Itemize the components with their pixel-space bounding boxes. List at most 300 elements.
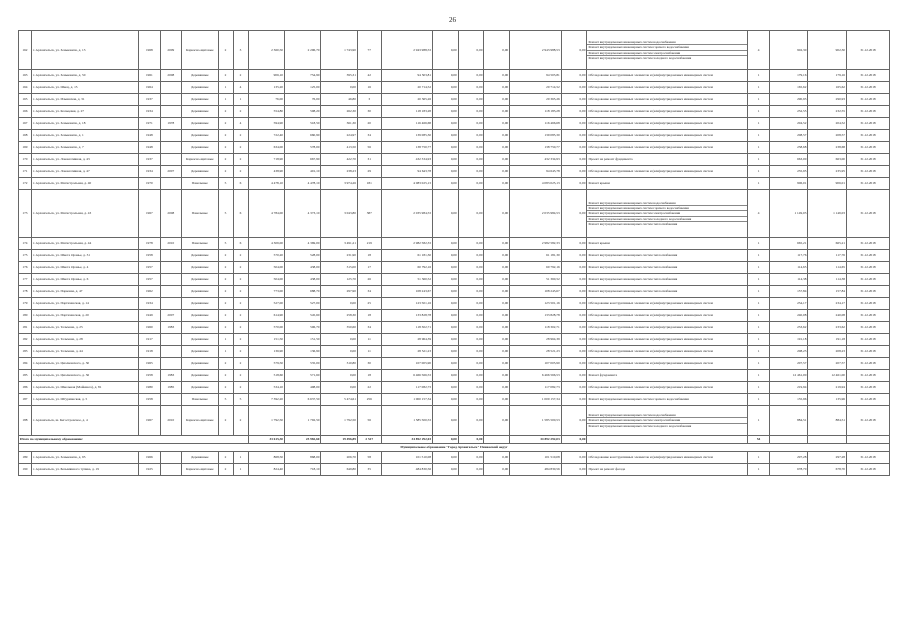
cell-y2: 2007 [160, 310, 181, 322]
cell-en: 2 [233, 322, 248, 334]
cell-count: 1 [748, 310, 769, 322]
cell-z3: 0,00 [484, 322, 510, 334]
cell-z1: 0,00 [433, 118, 459, 130]
table-row [19, 358, 890, 370]
cell-unit-cost: 12 461,00 [769, 370, 808, 382]
work-item: Ремонт внутридомовых инженерных систем водоснабжения [588, 40, 676, 45]
cell-y1: 1980 [139, 382, 160, 394]
cell-limit-cost: 233,62 [808, 322, 847, 334]
cell-works [587, 166, 748, 178]
cell-count: 1 [748, 154, 769, 166]
cell-z3: 0,00 [484, 238, 510, 250]
cell-z4: 0,00 [561, 382, 587, 394]
cell-z2: 0,00 [458, 70, 484, 82]
work-item: Обследование конструктивных элементов и (или)внутридомовых инженерных систем [588, 385, 713, 390]
cell-tot: 1 585 500,53 [510, 406, 561, 436]
cell-fl: 5 [218, 238, 233, 250]
cell-count: 1 [748, 94, 769, 106]
cell-fl: 2 [218, 262, 233, 274]
total-s0: 0,00 [433, 436, 459, 444]
cell-cost: 28 964,39 [381, 334, 432, 346]
cell-date: 31.12.2018 [847, 94, 890, 106]
cell-cost: 94 503,81 [381, 70, 432, 82]
cell-unit-cost: 207,57 [769, 358, 808, 370]
cell-n: 180 [19, 310, 32, 322]
cell-z3: 0,00 [484, 31, 510, 70]
cell-z4: 0,00 [561, 154, 587, 166]
table-row [19, 70, 890, 82]
cell-z2: 0,00 [458, 310, 484, 322]
cell-tot: 4 083 025,13 [510, 178, 561, 190]
table-row [19, 310, 890, 322]
cell-z3: 0,00 [484, 334, 510, 346]
cell-limit-cost: 191,18 [808, 334, 847, 346]
cell-p: 25 [357, 298, 381, 310]
cell-addr: г. Архангельск, ул. Кольцевая, д. 27 [31, 106, 138, 118]
cell-p: 18 [357, 370, 381, 382]
cell-date: 31.12.2018 [847, 238, 890, 250]
cell-p: 22 [357, 382, 381, 394]
cell-p: 34 [357, 286, 381, 298]
cell-cost: 107 005,90 [381, 358, 432, 370]
cell-z3: 0,00 [484, 166, 510, 178]
cell-works [587, 94, 748, 106]
table-row [19, 406, 890, 436]
cell-tot: 2 035 984,53 [510, 190, 561, 238]
cell-n: 166 [19, 106, 32, 118]
cell-date: 31.12.2018 [847, 274, 890, 286]
cell-count: 1 [748, 118, 769, 130]
cell-z2: 0,00 [458, 286, 484, 298]
work-item: Ремонт внутридомовых инженерных систем теплоснабжения [588, 253, 678, 258]
cell-a2: 528,00 [285, 250, 321, 262]
cell-y2 [160, 286, 181, 298]
cell-z2: 0,00 [458, 94, 484, 106]
cell-a2: 125,00 [285, 82, 321, 94]
table-row [19, 154, 890, 166]
total-sum_cost: 34 892 292,03 [381, 436, 432, 444]
cell-a1: 722,40 [248, 130, 284, 142]
cell-a1: 570,00 [248, 322, 284, 334]
cell-n: 169 [19, 142, 32, 154]
cell-z4: 0,00 [561, 31, 587, 70]
cell-fl: 5 [218, 394, 233, 406]
cell-fl: 2 [218, 286, 233, 298]
cell-y1: 1964 [139, 82, 160, 94]
total-sum_total: 34 892 292,03 [510, 436, 561, 444]
cell-cost: 4 083 025,13 [381, 178, 432, 190]
cell-z3: 0,00 [484, 274, 510, 286]
cell-p: 11 [357, 334, 381, 346]
cell-fl: 2 [218, 250, 233, 262]
cell-addr: г. Архангельск, ш. Кегостровское, д. 4 [31, 406, 138, 436]
work-item: Ремонт внутридомовых инженерных систем водоснабжения [588, 413, 676, 418]
work-item: Ремонт внутридомовых инженерных систем холодного водоснабжения [587, 423, 747, 428]
total-sum_c: 19 496,89 [321, 436, 357, 444]
cell-en: 2 [233, 70, 248, 82]
cell-unit-cost: 233,62 [769, 322, 808, 334]
cell-addr: г. Архангельск, ул. Шкоц, д. 15 [31, 82, 138, 94]
cell-limit-cost: 665,21 [808, 238, 847, 250]
cell-z1: 0,00 [433, 31, 459, 70]
cell-mat: Деревянные [182, 94, 218, 106]
cell-en: 2 [233, 166, 248, 178]
cell-en: 4 [233, 118, 248, 130]
cell-a3: 3 491,21 [321, 238, 357, 250]
cell-z4: 0,00 [561, 238, 587, 250]
work-item: Ремонт внутридомовых инженерных систем теплоснабжения [588, 265, 678, 270]
cell-a2: 506,70 [285, 322, 321, 334]
cell-en: 2 [233, 346, 248, 358]
cell-p: 11 [357, 346, 381, 358]
cell-tot: 117 082,73 [510, 382, 561, 394]
cell-z2: 0,00 [458, 154, 484, 166]
cell-n: 187 [19, 394, 32, 406]
cell-a2: 527,00 [285, 298, 321, 310]
cell-y1: 1949 [139, 310, 160, 322]
cell-limit-cost: 135,96 [808, 394, 847, 406]
cell-z3: 0,00 [484, 250, 510, 262]
total-empty [769, 436, 808, 444]
cell-en: 6 [233, 178, 248, 190]
cell-z2: 0,00 [458, 382, 484, 394]
cell-date: 31.12.2018 [847, 382, 890, 394]
cell-tot: 484 830,56 [510, 464, 561, 476]
work-item: Ремонт внутридомовых инженерных систем горячего водоснабжения [587, 205, 747, 210]
cell-addr: г. Архангельск, ул. Локомотивная, д. 43 [31, 154, 138, 166]
cell-z2: 0,00 [458, 106, 484, 118]
cell-a3: 262,30 [321, 106, 357, 118]
cell-tot: 1 000 157,34 [510, 394, 561, 406]
table-row [19, 250, 890, 262]
cell-cost: 1 585 500,53 [381, 406, 432, 436]
cell-cost: 108 243,67 [381, 286, 432, 298]
cell-n: 175 [19, 250, 32, 262]
cell-mat: Панельные [182, 178, 218, 190]
cell-z2: 0,00 [458, 82, 484, 94]
cell-y1: 1971 [139, 118, 160, 130]
cell-unit-cost: 665,21 [769, 238, 808, 250]
cell-mat: Деревянные [182, 346, 218, 358]
work-item: Обследование конструктивных элементов и (или)внутридомовых инженерных систем [588, 349, 713, 354]
cell-y2 [160, 142, 181, 154]
table-row [19, 394, 890, 406]
cell-addr: г. Архангельск, ул. Зеньковича, д. 1 [31, 130, 138, 142]
cell-addr: г. Архангельск, ул. Шкота Оранье, д. 4 [31, 262, 138, 274]
cell-a1: 1 792,50 [248, 406, 284, 436]
cell-count: 1 [748, 346, 769, 358]
total-sum_living: 25 982,60 [285, 436, 321, 444]
table-row [19, 130, 890, 142]
cell-p: 29 [357, 166, 381, 178]
cell-works [587, 106, 748, 118]
cell-unit-cost: 240,08 [769, 310, 808, 322]
cell-date: 31.12.2018 [847, 322, 890, 334]
cell-limit-cost: 117,76 [808, 250, 847, 262]
cell-addr: г. Архангельск, ул. Партизанская, д. 20 [31, 310, 138, 322]
cell-cost: 6 466 566,53 [381, 370, 432, 382]
cell-a2: 667,90 [285, 154, 321, 166]
cell-a3: 310,80 [321, 358, 357, 370]
cell-unit-cost: 232,55 [769, 106, 808, 118]
cell-p: 56 [357, 406, 381, 436]
cell-works [587, 310, 748, 322]
cell-a3: 0,00 [321, 82, 357, 94]
cell-y2: 1983 [160, 322, 181, 334]
cell-date: 31.12.2018 [847, 166, 890, 178]
cell-count: 1 [748, 166, 769, 178]
cell-count: 1 [748, 262, 769, 274]
cell-z2: 0,00 [458, 31, 484, 70]
cell-works [587, 130, 748, 142]
cell-unit-cost: 290,93 [769, 94, 808, 106]
cell-count: 1 [748, 334, 769, 346]
work-item: Ремонт внутридомовых инженерных систем теплоснабжения [587, 221, 747, 226]
cell-en: 2 [233, 250, 248, 262]
cell-z4: 0,00 [561, 346, 587, 358]
cell-tot: 6 466 566,53 [510, 370, 561, 382]
cell-tot: 139 085,30 [510, 130, 561, 142]
cell-addr: г. Архангельск, ул. Магистральная, д. 40 [31, 178, 138, 190]
cell-p: 42 [357, 70, 381, 82]
cell-z1: 0,00 [433, 82, 459, 94]
cell-y1: 1937 [139, 94, 160, 106]
cell-mat: Панельные [182, 238, 218, 250]
cell-y1: 1937 [139, 154, 160, 166]
cell-unit-cost: 114,38 [769, 274, 808, 286]
cell-z2: 0,00 [458, 250, 484, 262]
cell-unit-cost: 208,57 [769, 130, 808, 142]
cell-cost: 51 360,52 [381, 274, 432, 286]
cell-date: 31.12.2018 [847, 286, 890, 298]
cell-a2: 545,60 [285, 310, 321, 322]
cell-date: 31.12.2018 [847, 406, 890, 436]
cell-tot: 61 181,30 [510, 250, 561, 262]
cell-works [587, 82, 748, 94]
cell-z4: 0,00 [561, 370, 587, 382]
cell-y2: 2010 [160, 406, 181, 436]
cell-en: 2 [233, 298, 248, 310]
cell-z4: 0,00 [561, 406, 587, 436]
cell-z2: 0,00 [458, 178, 484, 190]
cell-mat: Панельные [182, 394, 218, 406]
cell-y1: 1948 [139, 142, 160, 154]
cell-y1: 1958 [139, 394, 160, 406]
work-item: Обследование конструктивных элементов и (или)внутридомовых инженерных систем [588, 301, 713, 306]
section-title: Муниципальное образование "Город Архангельск" Пинежский округ [19, 444, 890, 452]
cell-en: 2 [233, 106, 248, 118]
cell-count: 1 [748, 370, 769, 382]
table-row [19, 382, 890, 394]
cell-y2: 1983 [160, 370, 181, 382]
cell-a3: 0,00 [321, 334, 357, 346]
cell-works [587, 238, 748, 250]
cell-n: 163 [19, 70, 32, 82]
cell-unit-cost: 204,52 [769, 118, 808, 130]
cell-z1: 0,00 [433, 190, 459, 238]
work-item: Обследование конструктивных элементов и (или)внутридомовых инженерных систем [588, 337, 713, 342]
cell-en: 4 [233, 82, 248, 94]
cell-z4: 0,00 [561, 250, 587, 262]
total-row [19, 436, 890, 444]
cell-mat: Каркасно-щитовые [182, 464, 218, 476]
cell-a1: 527,00 [248, 298, 284, 310]
table-row [19, 118, 890, 130]
cell-a1: 824,40 [248, 464, 284, 476]
table-row [19, 286, 890, 298]
cell-y2: 2008 [160, 190, 181, 238]
cell-y1: 1961 [139, 70, 160, 82]
cell-a3: 46,80 [321, 94, 357, 106]
cell-p: 35 [357, 464, 381, 476]
work-item: Ремонт внутридомовых инженерных систем теплоснабжения [588, 289, 678, 294]
cell-y2 [160, 464, 181, 476]
cell-fl: 2 [218, 464, 233, 476]
cell-p: 3 [357, 94, 381, 106]
cell-n: 188 [19, 406, 32, 436]
cell-tot: 51 360,52 [510, 274, 561, 286]
cell-a1: 554,80 [248, 106, 284, 118]
cell-works [587, 178, 748, 190]
cell-y2 [160, 394, 181, 406]
cell-a2: 518,50 [285, 118, 321, 130]
cell-date: 31.12.2018 [847, 31, 890, 70]
cell-unit-cost: 208,23 [769, 346, 808, 358]
cell-z4: 0,00 [561, 286, 587, 298]
cell-mat: Деревянные [182, 286, 218, 298]
cell-a3: 206,70 [321, 452, 357, 464]
cell-z4: 0,00 [561, 464, 587, 476]
cell-works [587, 274, 748, 286]
cell-count: 1 [748, 452, 769, 464]
cell-fl: 2 [218, 310, 233, 322]
cell-n: 179 [19, 298, 32, 310]
cell-mat: Деревянные [182, 82, 218, 94]
cell-en: 5 [233, 394, 248, 406]
cell-a3: 422,70 [321, 154, 357, 166]
cell-limit-cost: 235,95 [808, 166, 847, 178]
cell-a3: 395,31 [321, 70, 357, 82]
cell-y1: 1958 [139, 370, 160, 382]
cell-z2: 0,00 [458, 452, 484, 464]
cell-z1: 0,00 [433, 298, 459, 310]
cell-a3: 258,30 [321, 310, 357, 322]
cell-a3: 3 974,26 [321, 178, 357, 190]
cell-y2 [160, 94, 181, 106]
cell-a3: 361,30 [321, 118, 357, 130]
cell-z1: 0,00 [433, 130, 459, 142]
cell-fl: 2 [218, 106, 233, 118]
cell-mat: Деревянные [182, 142, 218, 154]
cell-z4: 0,00 [561, 106, 587, 118]
cell-limit-cost: 12 461,00 [808, 370, 847, 382]
cell-addr: г. Архангельск, ул. Магистральная, д. 43 [31, 190, 138, 238]
cell-en: 6 [233, 190, 248, 238]
cell-y1: 1966 [139, 452, 160, 464]
cell-z1: 0,00 [433, 250, 459, 262]
cell-en: 2 [233, 142, 248, 154]
cell-date: 31.12.2018 [847, 118, 890, 130]
cell-a2: 4 369,00 [285, 238, 321, 250]
work-item: Обследование конструктивных элементов и (или)внутридомовых инженерных систем [588, 133, 713, 138]
cell-addr: г. Архангельск, ул. Локомотивная, д. 47 [31, 166, 138, 178]
work-item: Ремонт внутридомовых инженерных систем холодного водоснабжения [587, 216, 747, 221]
cell-a2: 438,00 [285, 262, 321, 274]
cell-unit-cost: 902,30 [769, 31, 808, 70]
cell-z1: 0,00 [433, 94, 459, 106]
total-s1: 0,00 [458, 436, 484, 444]
cell-a2: 2 296,70 [285, 31, 321, 70]
work-item: Ремонт внутридомовых инженерных систем горячего водоснабжения [588, 397, 689, 402]
cell-y1: 1960 [139, 322, 160, 334]
cell-n: 181 [19, 322, 32, 334]
cell-count: 1 [748, 358, 769, 370]
cell-z2: 0,00 [458, 322, 484, 334]
register-body [19, 31, 890, 476]
cell-cost: 28 521,23 [381, 346, 432, 358]
cell-unit-cost: 135,96 [769, 394, 808, 406]
cell-a1: 570,20 [248, 250, 284, 262]
table-row [19, 262, 890, 274]
cell-a1: 136,90 [248, 346, 284, 358]
cell-a3: 224,97 [321, 130, 357, 142]
cell-n: 177 [19, 274, 32, 286]
cell-z2: 0,00 [458, 298, 484, 310]
cell-y2 [160, 106, 181, 118]
cell-p: 387 [357, 190, 381, 238]
cell-z1: 0,00 [433, 238, 459, 250]
cell-cost: 2 982 582,33 [381, 238, 432, 250]
cell-en: 2 [233, 382, 248, 394]
cell-z1: 0,00 [433, 142, 459, 154]
cell-addr: г. Архангельск, ул. Ильинская, д. 31 [31, 94, 138, 106]
cell-unit-cost: 191,18 [769, 334, 808, 346]
cell-cost: 484 830,56 [381, 464, 432, 476]
cell-cost: 20 714,52 [381, 82, 432, 94]
cell-y1: 1957 [139, 274, 160, 286]
cell-z3: 0,00 [484, 298, 510, 310]
cell-a2: 1 792,50 [285, 406, 321, 436]
cell-limit-cost: 157,84 [808, 286, 847, 298]
cell-mat: Деревянные [182, 118, 218, 130]
cell-n: 182 [19, 334, 32, 346]
work-item: Обследование конструктивных элементов и (или)внутридомовых инженерных систем [588, 109, 713, 114]
cell-limit-cost: 208,57 [808, 130, 847, 142]
cell-date: 31.12.2018 [847, 464, 890, 476]
total-count: 54 [748, 436, 769, 444]
cell-z4: 0,00 [561, 142, 587, 154]
cell-mat: Деревянные [182, 298, 218, 310]
cell-z1: 0,00 [433, 406, 459, 436]
cell-limit-cost: 114,38 [808, 274, 847, 286]
cell-unit-cost: 179,16 [769, 70, 808, 82]
cell-tot: 94 503,81 [510, 70, 561, 82]
cell-a3: 649,80 [321, 464, 357, 476]
cell-a2: 151,50 [285, 334, 321, 346]
cell-unit-cost: 678,70 [769, 464, 808, 476]
cell-cost: 123 501,16 [381, 298, 432, 310]
cell-z1: 0,00 [433, 452, 459, 464]
cell-a2: 498,00 [285, 382, 321, 394]
cell-mat: Деревянные [182, 166, 218, 178]
cell-p: 34 [357, 130, 381, 142]
cell-works [587, 406, 748, 436]
cell-date: 31.12.2018 [847, 452, 890, 464]
cell-z4: 0,00 [561, 358, 587, 370]
cell-unit-cost: 884,51 [769, 406, 808, 436]
cell-works [587, 286, 748, 298]
cell-z1: 0,00 [433, 464, 459, 476]
